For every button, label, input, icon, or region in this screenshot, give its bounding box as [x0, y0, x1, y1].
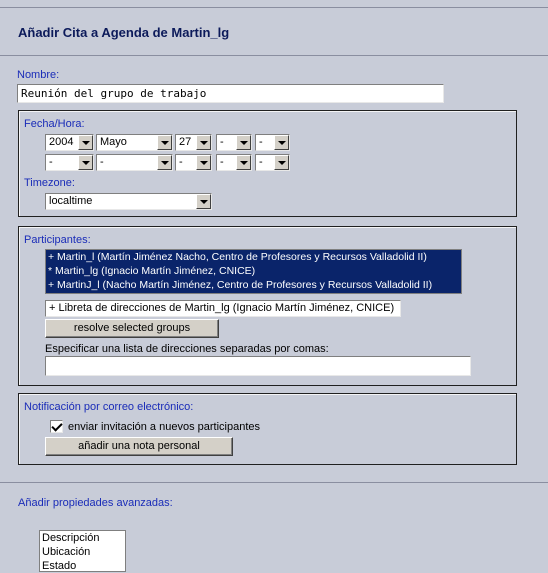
chevron-down-icon — [78, 155, 93, 170]
section-divider — [0, 482, 548, 483]
nombre-input[interactable]: Reunión del grupo de trabajo — [17, 84, 444, 103]
nombre-label: Nombre: — [17, 69, 60, 81]
list-item[interactable]: Estado — [42, 560, 77, 572]
year-select[interactable] — [45, 134, 94, 151]
title-divider — [0, 55, 548, 56]
address-list-label: Especificar una lista de direcciones separadas por comas: — [45, 343, 329, 355]
fecha-hora-label: Fecha/Hora: — [24, 118, 85, 130]
chevron-down-icon — [196, 194, 211, 209]
timezone-label: Timezone: — [24, 177, 75, 189]
chevron-down-icon — [157, 135, 172, 150]
chevron-down-icon — [274, 155, 289, 170]
chevron-down-icon — [196, 135, 211, 150]
month-end-select-value: - — [100, 156, 104, 168]
minute-select[interactable] — [255, 134, 290, 151]
minute-end-select-value: - — [259, 156, 263, 168]
chevron-down-icon — [274, 135, 289, 150]
chevron-down-icon — [236, 155, 251, 170]
day-select[interactable] — [175, 134, 212, 151]
timezone-select-value: localtime — [49, 195, 93, 207]
list-item[interactable]: + Martin_l (Martín Jiménez Nacho, Centro de Profesores y Recursos Valladolid II) — [48, 251, 427, 263]
chevron-down-icon — [196, 155, 211, 170]
hour-select-value: - — [220, 136, 224, 148]
month-end-select[interactable] — [96, 154, 173, 171]
participants-listbox[interactable] — [45, 249, 462, 294]
timezone-select[interactable] — [45, 193, 212, 210]
chevron-down-icon — [78, 135, 93, 150]
hour-select[interactable] — [216, 134, 252, 151]
avanzadas-label: Añadir propiedades avanzadas: — [18, 497, 173, 509]
send-invitation-label: enviar invitación a nuevos participantes — [68, 421, 261, 433]
page-title: Añadir Cita a Agenda de Martin_lg — [18, 25, 230, 40]
hour-end-select[interactable] — [216, 154, 252, 171]
list-item[interactable]: Descripción — [42, 532, 100, 544]
chevron-down-icon — [236, 135, 251, 150]
participantes-label: Participantes: — [24, 234, 91, 246]
list-item[interactable]: + MartinJ_l (Nacho Martín Jiménez, Centro de Profesores y Recursos Valladolid II) — [48, 279, 433, 291]
minute-select-value: - — [259, 136, 263, 148]
minute-end-select[interactable] — [255, 154, 290, 171]
address-list-input[interactable] — [45, 356, 471, 376]
resolve-groups-button[interactable]: resolve selected groups — [45, 319, 219, 338]
chevron-down-icon — [157, 155, 172, 170]
list-item[interactable]: Ubicación — [42, 546, 91, 558]
addressbook-listbox[interactable]: + Libreta de direcciones de Martin_lg (Ignacio Martín Jiménez, CNICE) — [45, 300, 401, 317]
month-select-value: Mayo — [100, 136, 127, 148]
day-select-value: 27 — [179, 136, 192, 148]
list-item[interactable]: * Martin_lg (Ignacio Martín Jiménez, CNICE) — [48, 265, 256, 277]
send-invitation-checkbox[interactable] — [50, 420, 63, 433]
notificacion-label: Notificación por correo electrónico: — [24, 401, 194, 413]
top-divider — [0, 7, 548, 8]
day-end-select[interactable] — [175, 154, 212, 171]
add-personal-note-button[interactable]: añadir una nota personal — [45, 437, 233, 456]
year-end-select-value: - — [49, 156, 53, 168]
year-select-value: 2004 — [49, 136, 74, 148]
hour-end-select-value: - — [220, 156, 224, 168]
month-select[interactable] — [96, 134, 173, 151]
day-end-select-value: - — [179, 156, 183, 168]
year-end-select[interactable] — [45, 154, 94, 171]
advanced-properties-listbox[interactable] — [39, 530, 126, 572]
